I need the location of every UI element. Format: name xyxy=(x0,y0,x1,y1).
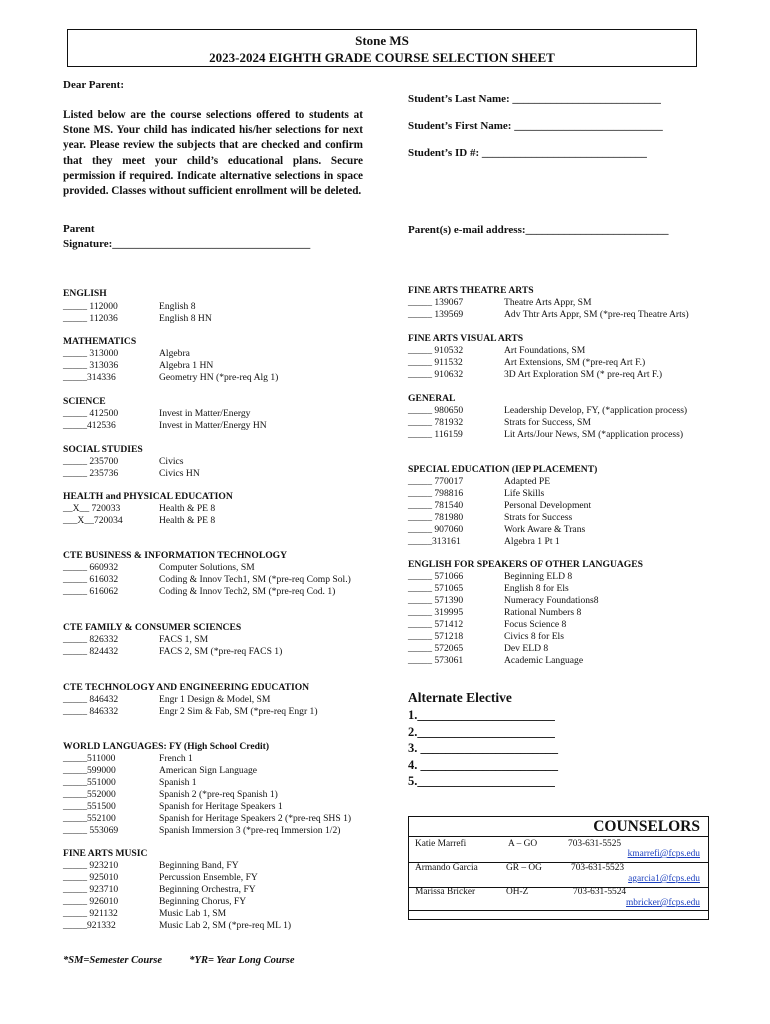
course-row[interactable]: _____ 923710 Beginning Orchestra, FY xyxy=(63,884,256,895)
course-row[interactable]: _____ 781932 Strats for Success, SM xyxy=(408,417,591,428)
letter-body: Listed below are the course selections offered to students at Stone MS. Your child has indicated his/her selections for next year. Please review the subjects that are checked and confirm that they meet your child’s educational plans. Secure permission if required. Indicate alternative selections in space provided. Classes without sufficient enrollment will be deleted. xyxy=(63,109,363,198)
signature-field[interactable]: Signature:____________________________________ xyxy=(63,238,311,250)
course-row[interactable]: _____ 910532 Art Foundations, SM xyxy=(408,345,586,356)
course-row[interactable]: _____ 910632 3D Art Exploration SM (* pre-req Art F.) xyxy=(408,369,663,380)
section-english-title: ENGLISH xyxy=(63,288,107,299)
course-row[interactable]: _____ 571218 Civics 8 for Els xyxy=(408,631,564,642)
course-row[interactable]: _____ 921132 Music Lab 1, SM xyxy=(63,908,227,919)
counselor-email-link[interactable]: mbricker@fcps.edu xyxy=(626,898,700,908)
counselors-title: COUNSELORS xyxy=(593,818,700,835)
course-row[interactable]: _____ 781540 Personal Development xyxy=(408,500,592,511)
course-row[interactable]: _____ 846332 Engr 2 Sim & Fab, SM (*pre-req Engr 1) xyxy=(63,706,318,717)
course-row[interactable]: _____ 911532 Art Extensions, SM (*pre-req Art F.) xyxy=(408,357,646,368)
semester-legend: *SM=Semester Course xyxy=(63,955,163,966)
course-row[interactable]: _____ 770017 Adapted PE xyxy=(408,476,551,487)
course-row[interactable]: __X__ 720033 Health & PE 8 xyxy=(63,503,216,514)
course-row[interactable]: _____ 116159 Lit Arts/Jour News, SM (*application process) xyxy=(408,429,684,440)
course-row[interactable]: _____ 907060 Work Aware & Trans xyxy=(408,524,586,535)
counselor-range: OH-Z xyxy=(506,887,529,897)
course-row[interactable]: _____ 319995 Rational Numbers 8 xyxy=(408,607,582,618)
alternate-line-2[interactable]: 2.______________________ xyxy=(408,725,555,739)
course-row[interactable]: _____ 660932 Computer Solutions, SM xyxy=(63,562,255,573)
course-row[interactable]: _____412536 Invest in Matter/Energy HN xyxy=(63,420,267,431)
course-row[interactable]: _____ 826332 FACS 1, SM xyxy=(63,634,209,645)
course-row[interactable]: _____552100 Spanish for Heritage Speakers 2 (*pre-req SHS 1) xyxy=(63,813,352,824)
course-row[interactable]: _____ 926010 Beginning Chorus, FY xyxy=(63,896,247,907)
section-visual-arts-title: FINE ARTS VISUAL ARTS xyxy=(408,333,524,344)
section-cte-family-title: CTE FAMILY & CONSUMER SCIENCES xyxy=(63,622,242,633)
signature-label: Parent xyxy=(63,223,95,235)
course-row[interactable]: _____ 571066 Beginning ELD 8 xyxy=(408,571,573,582)
course-row[interactable]: _____ 980650 Leadership Develop, FY, (*application process) xyxy=(408,405,688,416)
course-row[interactable]: _____551500 Spanish for Heritage Speakers 1 xyxy=(63,801,283,812)
section-health-pe-title: HEALTH and PHYSICAL EDUCATION xyxy=(63,491,233,502)
course-row[interactable]: _____314336 Geometry HN (*pre-req Alg 1) xyxy=(63,372,279,383)
counselor-range: GR – OG xyxy=(506,863,542,873)
course-row[interactable]: _____ 824432 FACS 2, SM (*pre-req FACS 1) xyxy=(63,646,283,657)
course-row[interactable]: _____ 571390 Numeracy Foundations8 xyxy=(408,595,599,606)
course-row[interactable]: _____ 553069 Spanish Immersion 3 (*pre-req Immersion 1/2) xyxy=(63,825,341,836)
course-row[interactable]: _____ 616062 Coding & Innov Tech2, SM (*pre-req Cod. 1) xyxy=(63,586,336,597)
course-row[interactable]: _____ 412500 Invest in Matter/Energy xyxy=(63,408,251,419)
course-row[interactable]: _____ 925010 Percussion Ensemble, FY xyxy=(63,872,258,883)
course-row[interactable]: _____551000 Spanish 1 xyxy=(63,777,197,788)
student-last-name-field[interactable]: Student’s Last Name: ___________________________ xyxy=(408,93,661,105)
course-row[interactable]: _____ 572065 Dev ELD 8 xyxy=(408,643,549,654)
course-row[interactable]: _____ 112036 English 8 HN xyxy=(63,313,212,324)
course-row[interactable]: _____ 313036 Algebra 1 HN xyxy=(63,360,214,371)
title-box xyxy=(67,29,697,67)
course-row[interactable]: _____ 235700 Civics xyxy=(63,456,184,467)
section-mathematics-title: MATHEMATICS xyxy=(63,336,137,347)
alternate-line-3[interactable]: 3. ______________________ xyxy=(408,741,558,755)
course-row[interactable]: _____ 139569 Adv Thtr Arts Appr, SM (*pre-req Theatre Arts) xyxy=(408,309,689,320)
course-row[interactable]: _____511000 French 1 xyxy=(63,753,193,764)
counselor-phone: 703-631-5523 xyxy=(571,863,625,873)
section-cte-business-title: CTE BUSINESS & INFORMATION TECHNOLOGY xyxy=(63,550,288,561)
counselor-name: Armando Garcia xyxy=(415,863,478,873)
section-cte-tech-title: CTE TECHNOLOGY AND ENGINEERING EDUCATION xyxy=(63,682,310,693)
course-row[interactable]: _____ 571065 English 8 for Els xyxy=(408,583,569,594)
course-row[interactable]: _____ 923210 Beginning Band, FY xyxy=(63,860,239,871)
course-row[interactable]: _____ 112000 English 8 xyxy=(63,301,196,312)
alternate-line-1[interactable]: 1.______________________ xyxy=(408,708,555,722)
alternate-line-5[interactable]: 5.______________________ xyxy=(408,774,555,788)
counselor-phone: 703-631-5525 xyxy=(568,839,622,849)
section-theatre-arts-title: FINE ARTS THEATRE ARTS xyxy=(408,285,534,296)
greeting: Dear Parent: xyxy=(63,79,124,91)
course-row[interactable]: _____599000 American Sign Language xyxy=(63,765,258,776)
section-science-title: SCIENCE xyxy=(63,396,106,407)
course-row[interactable]: _____552000 Spanish 2 (*pre-req Spanish 1) xyxy=(63,789,278,800)
section-world-languages-title: WORLD LANGUAGES: FY (High School Credit) xyxy=(63,741,270,752)
section-fine-arts-music-title: FINE ARTS MUSIC xyxy=(63,848,148,859)
course-row[interactable]: _____ 798816 Life Skills xyxy=(408,488,545,499)
counselor-phone: 703-631-5524 xyxy=(573,887,627,897)
course-row[interactable]: _____ 235736 Civics HN xyxy=(63,468,200,479)
counselors-table xyxy=(408,816,709,920)
alternate-elective-title: Alternate Elective xyxy=(408,690,512,705)
course-row[interactable]: _____ 781980 Strats for Success xyxy=(408,512,573,523)
student-id-field[interactable]: Student’s ID #: ______________________________ xyxy=(408,147,647,159)
student-first-name-field[interactable]: Student’s First Name: ___________________________ xyxy=(408,120,663,132)
course-row[interactable]: _____921332 Music Lab 2, SM (*pre-req ML 1) xyxy=(63,920,292,931)
course-row[interactable]: _____ 573061 Academic Language xyxy=(408,655,584,666)
counselor-name: Katie Marrefi xyxy=(415,839,467,849)
counselor-email-link[interactable]: kmarrefi@fcps.edu xyxy=(627,849,700,859)
footer-legend xyxy=(63,955,295,966)
course-row[interactable]: _____ 139067 Theatre Arts Appr, SM xyxy=(408,297,592,308)
course-row[interactable]: _____ 571412 Focus Science 8 xyxy=(408,619,567,630)
course-row[interactable]: _____313161 Algebra 1 Pt 1 xyxy=(408,536,560,547)
counselor-range: A – GO xyxy=(508,839,538,849)
section-general-title: GENERAL xyxy=(408,393,456,404)
counselor-name: Marissa Bricker xyxy=(415,887,476,897)
school-name: Stone MS xyxy=(355,33,409,48)
year-legend: *YR= Year Long Course xyxy=(189,955,295,966)
course-row[interactable]: _____ 313000 Algebra xyxy=(63,348,190,359)
section-esol-title: ENGLISH FOR SPEAKERS OF OTHER LANGUAGES xyxy=(408,559,643,570)
course-row[interactable]: _____ 846432 Engr 1 Design & Model, SM xyxy=(63,694,271,705)
section-social-studies-title: SOCIAL STUDIES xyxy=(63,444,143,455)
counselor-email-link[interactable]: agarcia1@fcps.edu xyxy=(628,874,700,884)
section-special-education-title: SPECIAL EDUCATION (IEP PLACEMENT) xyxy=(408,464,598,475)
alternate-line-4[interactable]: 4. ______________________ xyxy=(408,758,558,772)
page-title: 2023-2024 EIGHTH GRADE COURSE SELECTION SHEET xyxy=(209,50,555,65)
course-row[interactable]: _____ 616032 Coding & Innov Tech1, SM (*pre-req Comp Sol.) xyxy=(63,574,351,585)
parent-email-field[interactable]: Parent(s) e-mail address:__________________________ xyxy=(408,224,669,236)
course-row[interactable]: ___X__720034 Health & PE 8 xyxy=(63,515,216,526)
